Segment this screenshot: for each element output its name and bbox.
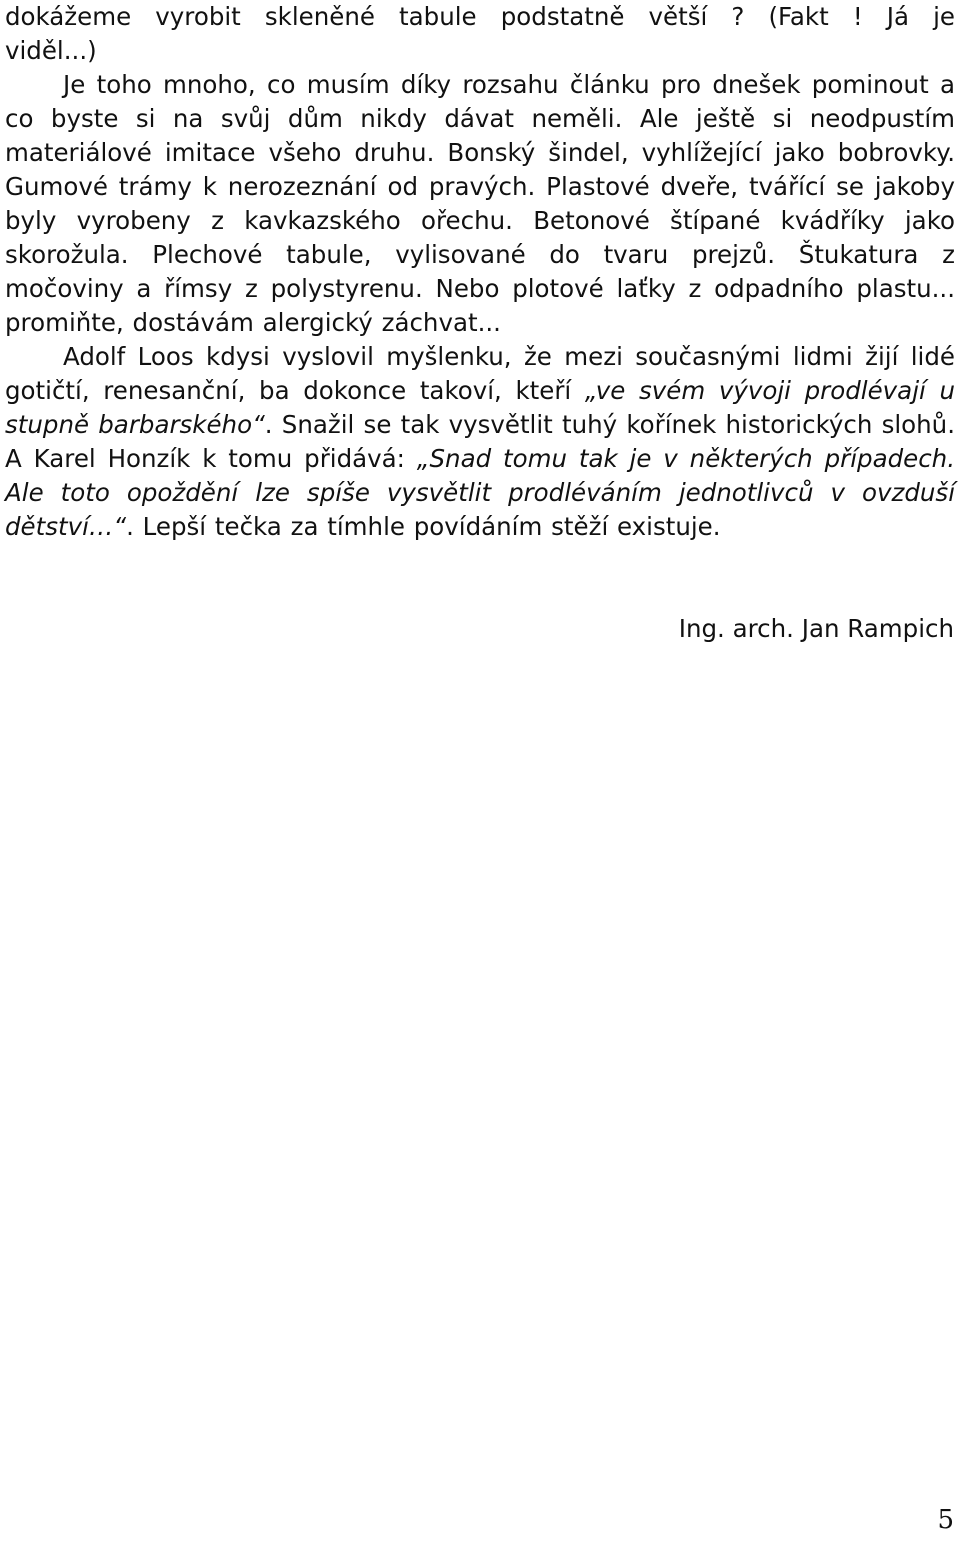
paragraph-loos [5,340,955,544]
author-signature: Ing. arch. Jan Rampich [678,614,954,643]
page-number: 5 [937,1505,954,1535]
paragraph-continuation [5,0,955,34]
paragraph-loos-text-3: . Lepší tečka za tímhle povídáním stěží existuje. [126,512,721,541]
continuation-line-2: viděl...) [5,36,97,65]
paragraph-imitations [5,68,955,340]
continuation-line-1: dokážeme vyrobit skleněné tabule podstatně větší ? (Fakt ! Já je [5,2,955,31]
document-page [5,0,955,544]
honzik-quote: „Snad tomu tak je v některých případech. Ale toto opoždění lze spíše vysvětlit prodléváním jednotlivců v ovzduší dětství…“ [5,444,955,541]
loos-quote: „ve svém vývoji prodlévají u stupně barbarského“ [5,376,955,439]
paragraph-continuation-end [5,34,955,68]
paragraph-imitations-text: Je toho mnoho, co musím díky rozsahu článku pro dnešek pominout a co byste si na svůj dům nikdy dávat neměli. Ale ještě si neodpustím materiálové imitace všeho druhu. Bonský šindel, vyhlížející jako bobrovky. Gumové trámy k nerozeznání od pravých. Plastové dveře, tvářící se jakoby byly vyrobeny z kavkazského ořechu. Betonové štípané kvádříky jako skorožula. Plechové tabule, vylisované do tvaru prejzů. Štukatura z močoviny a římsy z polystyrenu. Nebo plotové laťky z odpadního plastu... promiňte, dostávám alergický záchvat... [5,70,955,337]
paragraph-loos-text-1: Adolf Loos kdysi vyslovil myšlenku, že mezi současnými lidmi žijí lidé gotičtí, renesanční, ba dokonce takoví, kteří [5,342,955,405]
paragraph-loos-text-2: . Snažil se tak vysvětlit tuhý kořínek historických slohů. A Karel Honzík k tomu přidává: [5,410,956,473]
